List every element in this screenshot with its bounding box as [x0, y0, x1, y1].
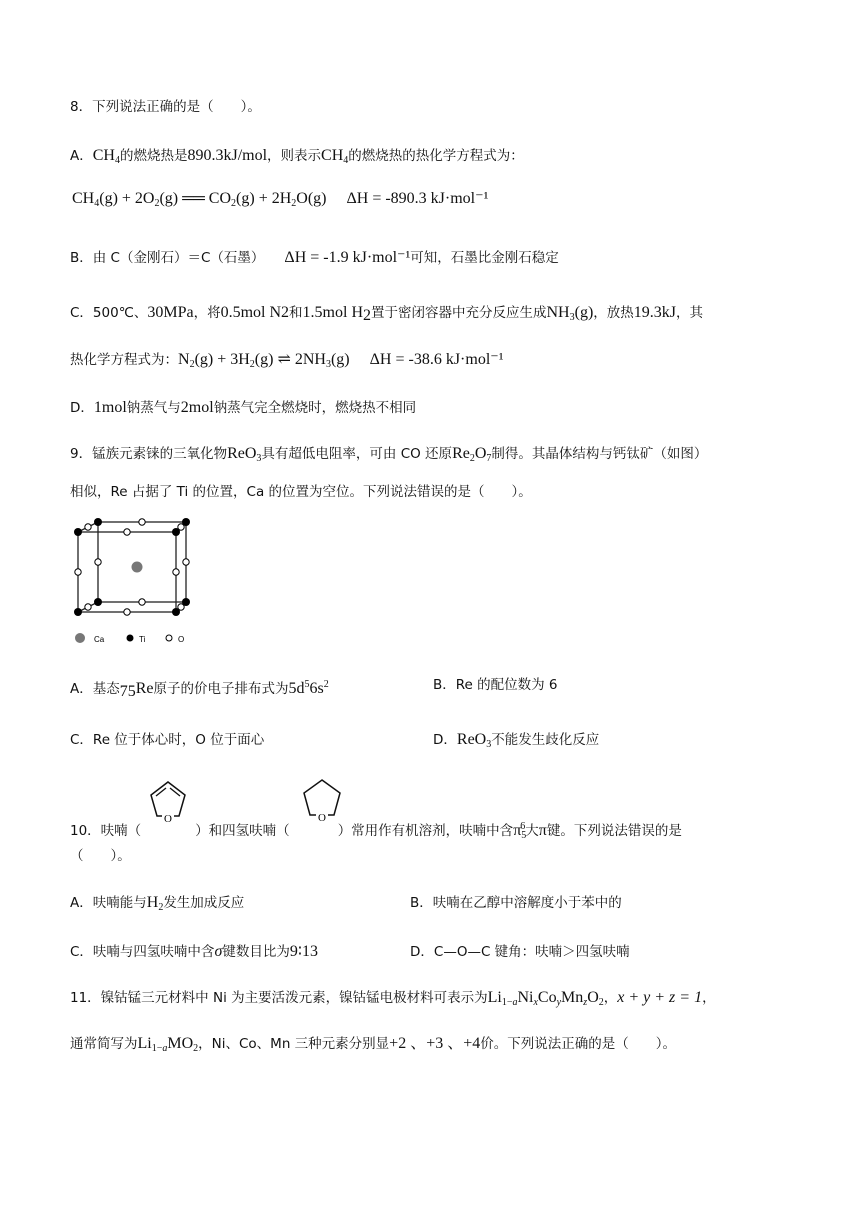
q8-equation-a: $CH_4(g) + 2O_2(g)$ ══ $CO_2(g) + 2H_2O(g) \Delta H = -890.3$ kJ·mol⁻¹: [72, 190, 489, 209]
q9-option-a: A．基态$_{75}$Re原子的价电子排布式为$5d^56s^2$: [70, 679, 329, 700]
legend-ca-label: Ca: [94, 635, 105, 644]
legend-o-label: O: [178, 635, 185, 644]
svg-text:O: O: [318, 812, 326, 824]
q10-option-a: A．呋喃能与$H_2$发生加成反应: [70, 894, 245, 913]
q9-option-d: D．ReO$_3$不能发生歧化反应: [433, 731, 600, 750]
q8-option-b: B．由 C（金刚石）＝C（石墨） ΔH = -1.9 kJ·mol⁻¹可知，石墨比金刚石稳定: [70, 249, 559, 266]
q10-option-b: B．呋喃在乙醇中溶解度小于苯中的: [410, 895, 622, 911]
q9-stem-line1: 9．锰族元素铼的三氧化物ReO$_3$具有超低电阻率，可由 CO 还原$Re_2O_7$制得。其晶体结构与钙钛矿（如图）: [70, 445, 708, 464]
svg-text:O: O: [164, 813, 172, 825]
q8-stem: 8．下列说法正确的是（ ）。: [70, 99, 261, 115]
q10-stem-line2: （ ）。: [70, 848, 131, 864]
q8-option-d: D．1mol钠蒸气与2mol钠蒸气完全燃烧时，燃烧热不相同: [70, 399, 417, 416]
q10-option-c: C．呋喃与四氢呋喃中含σ键数目比为9∶13: [70, 943, 318, 960]
q9-option-b: B．Re 的配位数为 6: [433, 677, 558, 693]
q8-option-c-line2: 热化学方程式为：$N_2(g) + 3H_2(g)$ ⇌ $2NH_3(g) \Delta H = -38.6$ kJ·mol⁻¹: [70, 351, 504, 370]
q11-stem-line1: 11．镍钴锰三元材料中 Ni 为主要活泼元素，镍钴锰电极材料可表示为$Li_{1-a}Ni_xCo_yMn_zO_2$，x + y + z = 1，: [70, 989, 716, 1008]
q8-option-c-line1: C．500℃、30MPa，将0.5mol N2和1.5mol $H_2$置于密闭容器中充分反应生成$NH_3(g)$，放热19.3kJ，其: [70, 304, 703, 324]
crystal-structure-diagram: [66, 512, 206, 652]
q10-option-d: D．C—O—C 键角：呋喃＞四氢呋喃: [410, 944, 630, 960]
q9-option-c: C．Re 位于体心时，O 位于面心: [70, 732, 265, 748]
q10-stem-line1: 10．呋喃（ ）和四氢呋喃（ ）常用作有机溶剂，呋喃中含$\pi_5^6$大π键。下列说法错误的是: [70, 821, 682, 841]
q11-stem-line2: 通常简写为$Li_{1-a}MO_2$，Ni、Co、Mn 三种元素分别显+2 、+3 、+4价。下列说法正确的是（ ）。: [70, 1035, 676, 1054]
q8-option-a: A．$CH_4$的燃烧热是890.3kJ/mol，则表示$CH_4$的燃烧热的热化学方程式为：: [70, 147, 524, 166]
q9-stem-line2: 相似，Re 占据了 Ti 的位置，Ca 的位置为空位。下列说法错误的是（ ）。: [70, 484, 532, 500]
legend-ti-label: Ti: [139, 635, 146, 644]
